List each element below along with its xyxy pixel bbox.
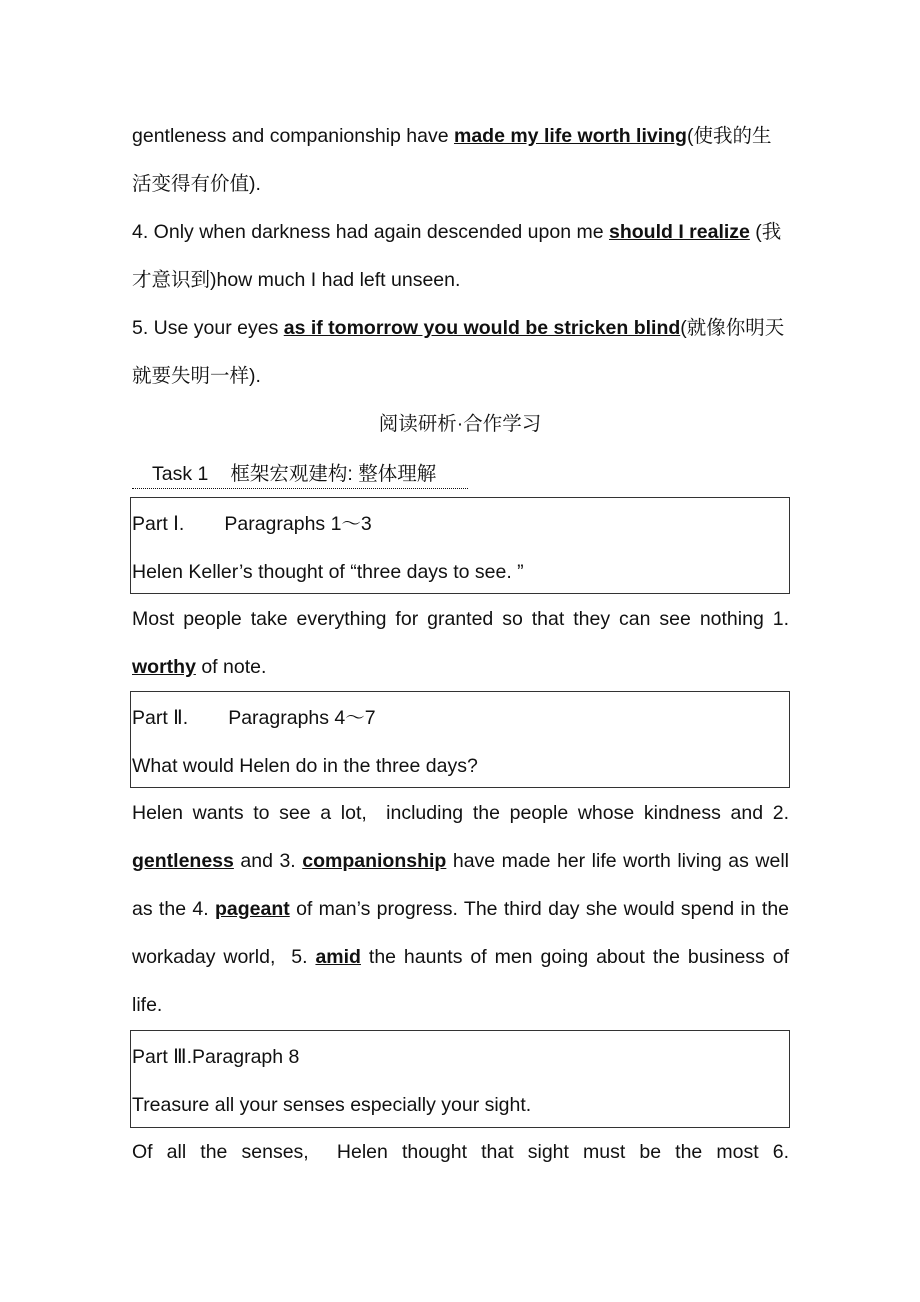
task-heading: 框架宏观建构: 整体理解 xyxy=(230,463,437,485)
part-1-header xyxy=(132,510,372,538)
blank-answer-3: companionship xyxy=(302,850,447,872)
intro-line-3 xyxy=(132,218,789,246)
text: workaday world, 5. xyxy=(132,946,316,968)
answer-phrase: as if tomorrow you would be stricken blind xyxy=(283,317,681,339)
text: 5. Use your eyes xyxy=(132,317,284,339)
text: the haunts of men going about the business of xyxy=(360,946,789,968)
summary-2-line-5: life. xyxy=(132,994,163,1016)
intro-line-6: 就要失明一样). xyxy=(132,365,261,387)
summary-2-line-2 xyxy=(132,847,789,875)
part-label: Part Ⅰ. xyxy=(132,513,185,535)
blank-answer-4: pageant xyxy=(214,898,290,920)
part-range: Paragraphs 1～3 xyxy=(224,513,372,535)
part-range: Paragraphs 4～7 xyxy=(228,707,376,729)
text: 4. Only when darkness had again descended upon me xyxy=(132,221,609,243)
answer-phrase: should I realize xyxy=(609,221,750,243)
part-2-box xyxy=(130,691,790,788)
text: gentleness and companionship have xyxy=(132,125,454,147)
part-3-header xyxy=(132,1043,299,1071)
summary-1-line-1: Most people take everything for granted so that they can see nothing 1. xyxy=(132,608,789,630)
section-heading: 阅读研析·合作学习 xyxy=(378,413,542,435)
blank-answer-5: amid xyxy=(315,946,361,968)
text: (我 xyxy=(749,221,782,243)
task-number: Task 1 xyxy=(152,463,209,485)
summary-1-line-2 xyxy=(132,653,789,681)
text: (使我的生 xyxy=(686,125,772,147)
text: have made her life worth living as well xyxy=(446,850,789,872)
intro-line-2: 活变得有价值). xyxy=(132,173,261,195)
text: of note. xyxy=(195,656,267,678)
part-3-box xyxy=(130,1030,790,1128)
summary-2-line-4 xyxy=(132,943,789,971)
part-2-header xyxy=(132,704,376,732)
summary-2-line-1: Helen wants to see a lot, including the people whose kindness and 2. xyxy=(132,802,789,824)
task-title xyxy=(132,460,468,489)
summary-2-line-3 xyxy=(132,895,789,923)
part-range: Paragraph 8 xyxy=(192,1046,300,1068)
intro-line-5 xyxy=(132,314,789,342)
text: as the 4. xyxy=(132,898,215,920)
part-label: Part Ⅲ. xyxy=(132,1046,193,1068)
blank-answer-2: gentleness xyxy=(132,850,234,872)
blank-answer-1: worthy xyxy=(132,656,196,678)
part-2-question: What would Helen do in the three days? xyxy=(132,755,478,777)
part-1-question: Helen Keller’s thought of “three days to see. ” xyxy=(132,561,524,583)
part-3-question: Treasure all your senses especially your sight. xyxy=(132,1094,532,1116)
intro-line-4: 才意识到)how much I had left unseen. xyxy=(132,269,461,291)
part-1-box xyxy=(130,497,790,594)
summary-3-line-1: Of all the senses, Helen thought that sight must be the most 6. xyxy=(132,1141,789,1163)
intro-line-1 xyxy=(132,122,789,150)
text: of man’s progress. The third day she would spend in the xyxy=(289,898,790,920)
text: and 3. xyxy=(233,850,303,872)
part-label: Part Ⅱ. xyxy=(132,707,189,729)
text: (就像你明天 xyxy=(680,317,785,339)
answer-phrase: made my life worth living xyxy=(453,125,687,147)
